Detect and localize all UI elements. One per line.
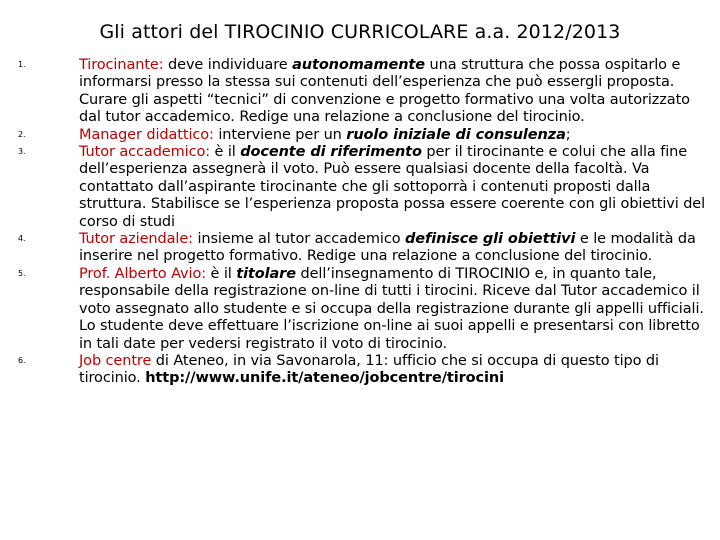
list-item-prof-alberto-avio [0,266,720,353]
list-item-tutor-accademico [0,144,720,231]
item-text: di Ateneo, in via Savonarola, 11: ufficio che si occupa di questo tipo di tirocinio. [79,352,659,387]
item-number: 4. [18,234,26,244]
item-emphasis: definisce gli obiettivi [405,231,576,248]
item-text: interviene per un [213,126,347,143]
item-text: una struttura che possa ospitarlo e informarsi presso la stessa sui contenuti dell’esperienza che può essergli proposta. Curare gli aspetti “tecnici” di convenzione e progetto formativo una volta autorizzato dal tutor accademico. Redige una relazione a conclusione del tirocinio. [79,57,690,126]
item-text: per il tirocinante e colui che alla fine dell’esperienza assegnerà il voto. Può essere qualsiasi docente della facoltà. Va contattato dall’aspirante tirocinante che gli sottoporrà i contenuti proposti dalla struttura. Stabilisce se l’esperienza proposta possa essere coerente con gli obiettivi del corso di studi [79,144,706,230]
item-emphasis: titolare [236,265,296,282]
actors-list [0,57,720,388]
item-text: dell’insegnamento di TIROCINIO e, in quanto tale, responsabile della registrazione on-line di tutti i tirocini. Riceve dal Tutor accademico il voto assegnato allo studente e si occupa della registrazione durante gli appelli ufficiali. Lo studente deve effettuare l’iscrizione on-line ai suoi appelli e presentarsi con libretto in tali date per vedersi registrato il voto di tirocinio. [79,265,704,352]
item-text: è il [210,144,241,161]
item-emphasis: docente di riferimento [240,144,422,161]
role-label: Tutor accademico: [79,144,210,161]
role-label: Tutor aziendale: [79,231,193,248]
role-label: Tirocinante: [79,57,164,73]
list-item-job-centre [0,353,720,388]
item-text: ; [565,126,571,143]
item-number: 5. [18,268,26,278]
item-number: 1. [18,60,26,69]
role-label: Job centre [79,352,152,369]
item-text: deve individuare [163,57,293,73]
role-label: Prof. Alberto Avio: [79,265,207,282]
jobcentre-url: http://www.unife.it/ateneo/jobcentre/tirocini [145,370,504,387]
item-text: è il [206,265,237,282]
role-label: Manager didattico: [79,126,214,143]
item-number: 3. [18,147,26,157]
item-number: 6. [18,355,26,365]
item-text: insieme al tutor accademico [192,231,405,248]
list-item-tirocinante [0,57,720,127]
item-emphasis: ruolo iniziale di consulenza [346,126,566,143]
item-emphasis: autonomamente [292,57,425,73]
item-text: e le modalità da inserire nel progetto formativo. Redige una relazione a conclusione del tirocinio. [79,231,696,265]
list-item-tutor-aziendale [0,231,720,266]
item-number: 2. [18,129,26,139]
list-item-manager-didattico [0,127,720,144]
slide-title: Gli attori del TIROCINIO CURRICOLARE a.a. 2012/2013 [99,21,621,43]
